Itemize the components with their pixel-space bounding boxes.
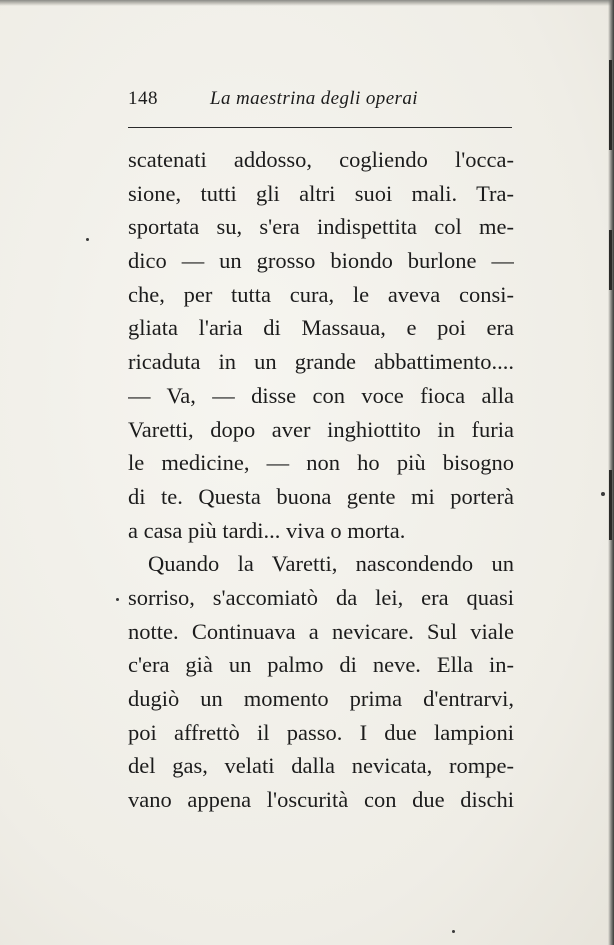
paper-speck [452,930,455,933]
text-line: sione, tutti gli altri suoi mali. Tra- [128,180,514,206]
text-line: Quando la Varetti, nascondendo un [148,551,514,577]
paper-speck [116,598,119,601]
text-line: del gas, velati dalla nevicata, rompe- [128,753,514,779]
text-line: le medicine, — non ho più bisogno [128,450,514,476]
text-line: notte. Continuava a nevicare. Sul viale [128,618,514,644]
text-line: gliata l'aria di Massaua, e poi era [128,315,514,341]
text-line: dico — un grosso biondo burlone — [128,248,514,274]
text-line: poi affrettò il passo. I due lampioni [128,719,514,745]
text-line: Varetti, dopo aver inghiottito in furia [128,416,514,442]
page-right-edge-shadow [608,0,614,945]
text-line: che, per tutta cura, le aveva consi- [128,281,514,307]
text-line: vano appena l'oscurità con due dischi [128,787,514,813]
edge-mark [609,60,612,150]
text-line: sorriso, s'accomiatò da lei, era quasi [128,584,514,610]
text-line: a casa più tardi... viva o morta. [128,517,406,543]
body-text [128,143,514,817]
header-rule [128,127,512,128]
text-line: sportata su, s'era indispettita col me- [128,214,514,240]
text-line: — Va, — disse con voce fioca alla [128,382,514,408]
page-number: 148 [128,88,158,109]
text-line: dugiò un momento prima d'entrarvi, [128,686,514,711]
running-header [128,88,512,118]
paper-speck [601,492,605,496]
page-top-edge-shadow [0,0,614,6]
text-line: c'era già un palmo di neve. Ella in- [128,652,514,678]
running-title: La maestrina degli operai [210,88,418,109]
text-line: di te. Questa buona gente mi porterà [128,483,514,509]
text-line: ricaduta in un grande abbattimento.... [128,349,514,375]
edge-mark [609,470,612,540]
text-line: scatenati addosso, cogliendo l'occa- [128,147,514,172]
paper-speck [86,238,89,241]
edge-mark [609,230,612,290]
